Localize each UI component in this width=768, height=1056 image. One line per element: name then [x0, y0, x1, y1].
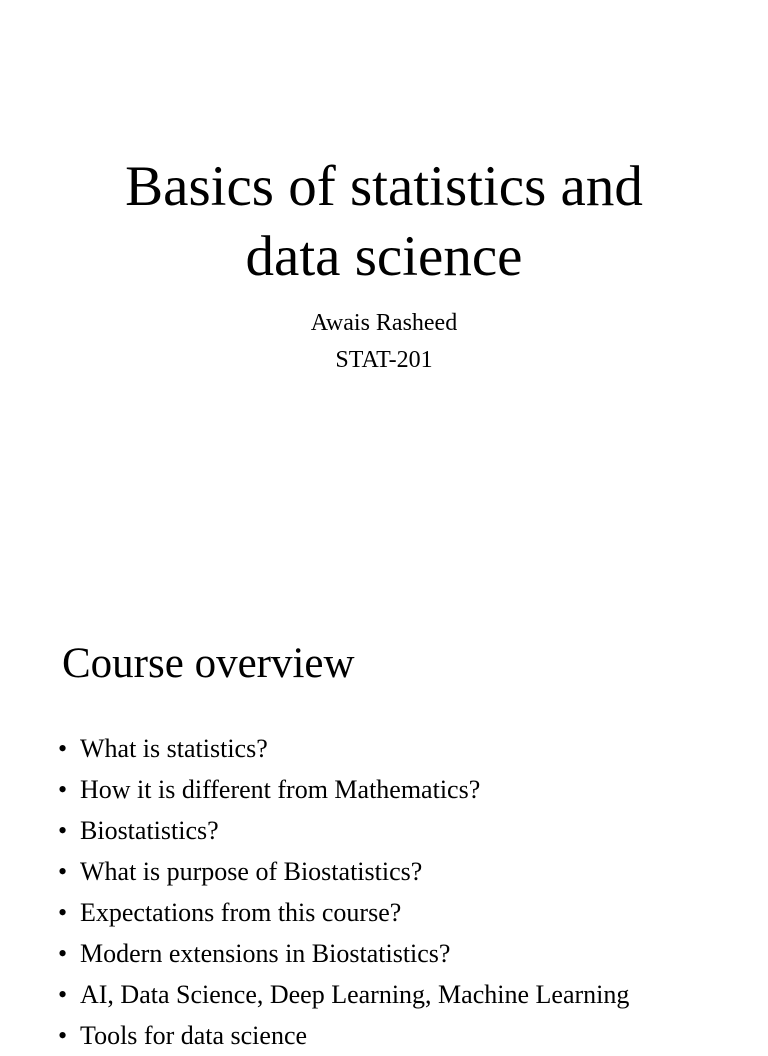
bullet-text: Tools for data science	[80, 1021, 308, 1050]
bullet-glyph: •	[58, 734, 68, 763]
author-name: Awais Rasheed	[310, 310, 458, 336]
slide-title-line-2: data science	[245, 225, 523, 288]
bullet-item	[58, 1015, 629, 1056]
course-overview-slide	[0, 576, 768, 1050]
bullet-text: AI, Data Science, Deep Learning, Machine Learning	[80, 980, 630, 1009]
bullet-item	[58, 851, 629, 892]
bullet-glyph: •	[58, 980, 68, 1009]
bullet-list	[58, 728, 629, 1056]
bullet-item	[58, 933, 629, 974]
slide-heading: Course overview	[62, 640, 355, 687]
bullet-text: How it is different from Mathematics?	[80, 775, 481, 804]
bullet-item	[58, 974, 629, 1015]
bullet-item	[58, 728, 629, 769]
bullet-glyph: •	[58, 857, 68, 886]
bullet-text: Modern extensions in Biostatistics?	[80, 939, 451, 968]
bullet-glyph: •	[58, 775, 68, 804]
bullet-item	[58, 810, 629, 851]
bullet-text: Expectations from this course?	[80, 898, 402, 927]
bullet-item	[58, 892, 629, 933]
bullet-text: What is purpose of Biostatistics?	[80, 857, 423, 886]
slide-title-line-1: Basics of statistics and	[125, 155, 643, 218]
bullet-glyph: •	[58, 898, 68, 927]
bullet-glyph: •	[58, 939, 68, 968]
bullet-text: Biostatistics?	[80, 816, 219, 845]
course-code: STAT-201	[335, 347, 433, 373]
bullet-glyph: •	[58, 1021, 68, 1050]
bullet-glyph: •	[58, 816, 68, 845]
slide-title	[0, 152, 768, 292]
bullet-item	[58, 769, 629, 810]
slide-subtitle	[0, 305, 768, 379]
bullet-text: What is statistics?	[80, 734, 268, 763]
